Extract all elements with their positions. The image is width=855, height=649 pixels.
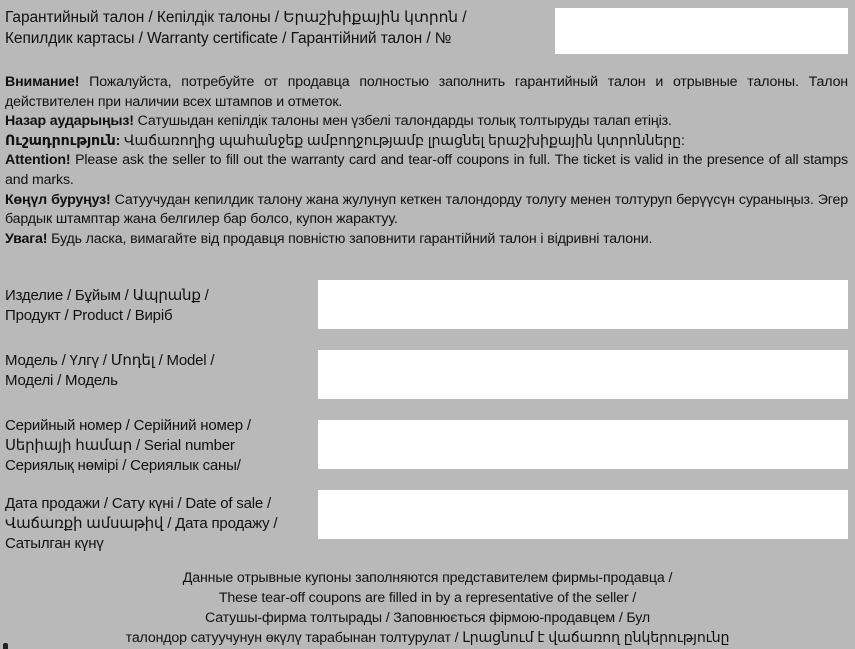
notice-kazakh <box>5 112 848 132</box>
label-line: Վաճառքի ամսաթիվ / Дата продажу / <box>5 515 278 532</box>
notice-heading: Көңүл буруңуз! <box>5 191 111 208</box>
notice-text: Сатуучудан кепилдик талону жана жулунуп кеткен талондорду толугу менен толтуруп берүүсүн сураныңыз. Эгер бардык штамптар жана белгилер бар болсо, купон жарактуу. <box>5 191 848 228</box>
model-field[interactable] <box>318 350 848 399</box>
notice-ukrainian <box>5 230 848 250</box>
notice-heading: Внимание! <box>5 74 80 90</box>
product-field[interactable] <box>318 280 848 329</box>
label-line: Изделие / Бұйым / Ապրանք / <box>5 287 209 304</box>
label-line: Серийный номер / Серійний номер / <box>5 417 251 434</box>
notice-heading: Ուշադրություն: <box>5 132 121 149</box>
model-label <box>5 351 305 391</box>
label-line: Моделі / Модель <box>5 372 118 389</box>
footer-line: Данные отрывные купоны заполняются представителем фирмы-продавца / <box>182 570 673 586</box>
notice-text: Сатушыдан кепілдік талоны мен үзбелі талондарды толық толтыруды талап етіңіз. <box>133 113 672 130</box>
serial-number-field[interactable] <box>318 420 848 469</box>
footer-line: Сатушы-фирма толтырады / Заповнюється фірмою-продавцем / Бул <box>204 610 651 626</box>
notice-heading: Attention! <box>5 152 71 169</box>
date-of-sale-field[interactable] <box>318 490 848 539</box>
cut-off-text-fragment <box>3 643 8 649</box>
footer-line: талондор сатуучунун өкүлү тарабынан толтурулат / Լրացնում է վաճառող ընկերությունը <box>125 630 730 646</box>
notice-text: Будь ласка, вимагайте від продавця повністю заповнити гарантійний талон і відривні талони. <box>47 230 653 247</box>
notice-text: Please ask the seller to fill out the warranty card and tear-off coupons in full. The ticket is valid in the presence of all stamps and marks. <box>5 152 848 188</box>
serial-number-label <box>5 416 305 476</box>
notice-heading: Назар аударыңыз! <box>5 113 134 130</box>
notice-text: Пожалуйста, потребуйте от продавца полностью заполнить гарантийный талон и отрывные талоны. Талон действителен при наличии всех штампов и отметок. <box>5 74 848 110</box>
notice-text: Վաճառողից պահանջեք ամբողջությամբ լրացնել երաշխիքային կտրոնները: <box>120 132 685 149</box>
label-line: Дата продажи / Сату күні / Date of sale / <box>5 495 271 512</box>
product-label <box>5 286 305 326</box>
notices-block <box>5 73 848 249</box>
notice-english <box>5 151 848 190</box>
label-line: Сатылган күнү <box>5 535 104 552</box>
title-line: Кепилдик картасы / Warranty certificate / Гарантійний талон / № <box>5 30 452 47</box>
tear-off-note <box>0 568 855 648</box>
date-of-sale-label <box>5 494 305 554</box>
notice-heading: Увага! <box>5 230 48 247</box>
label-line: Модель / Үлгү / Մոդել / Model / <box>5 352 215 369</box>
title-line: Гарантийный талон / Кепілдік талоны / Երաշխիքային կտրոն / <box>5 9 467 26</box>
footer-line: These tear-off coupons are filled in by a representative of the seller / <box>218 590 637 606</box>
notice-kyrgyz <box>5 191 848 230</box>
label-line: Сериялық нөмірі / Сериялык саны/ <box>5 457 241 474</box>
certificate-title <box>5 7 545 49</box>
notice-russian <box>5 73 848 112</box>
certificate-number-field[interactable] <box>555 8 848 54</box>
label-line: Սերիայի համար / Serial number <box>5 437 235 454</box>
notice-armenian <box>5 132 848 152</box>
label-line: Продукт / Product / Виріб <box>5 307 173 324</box>
